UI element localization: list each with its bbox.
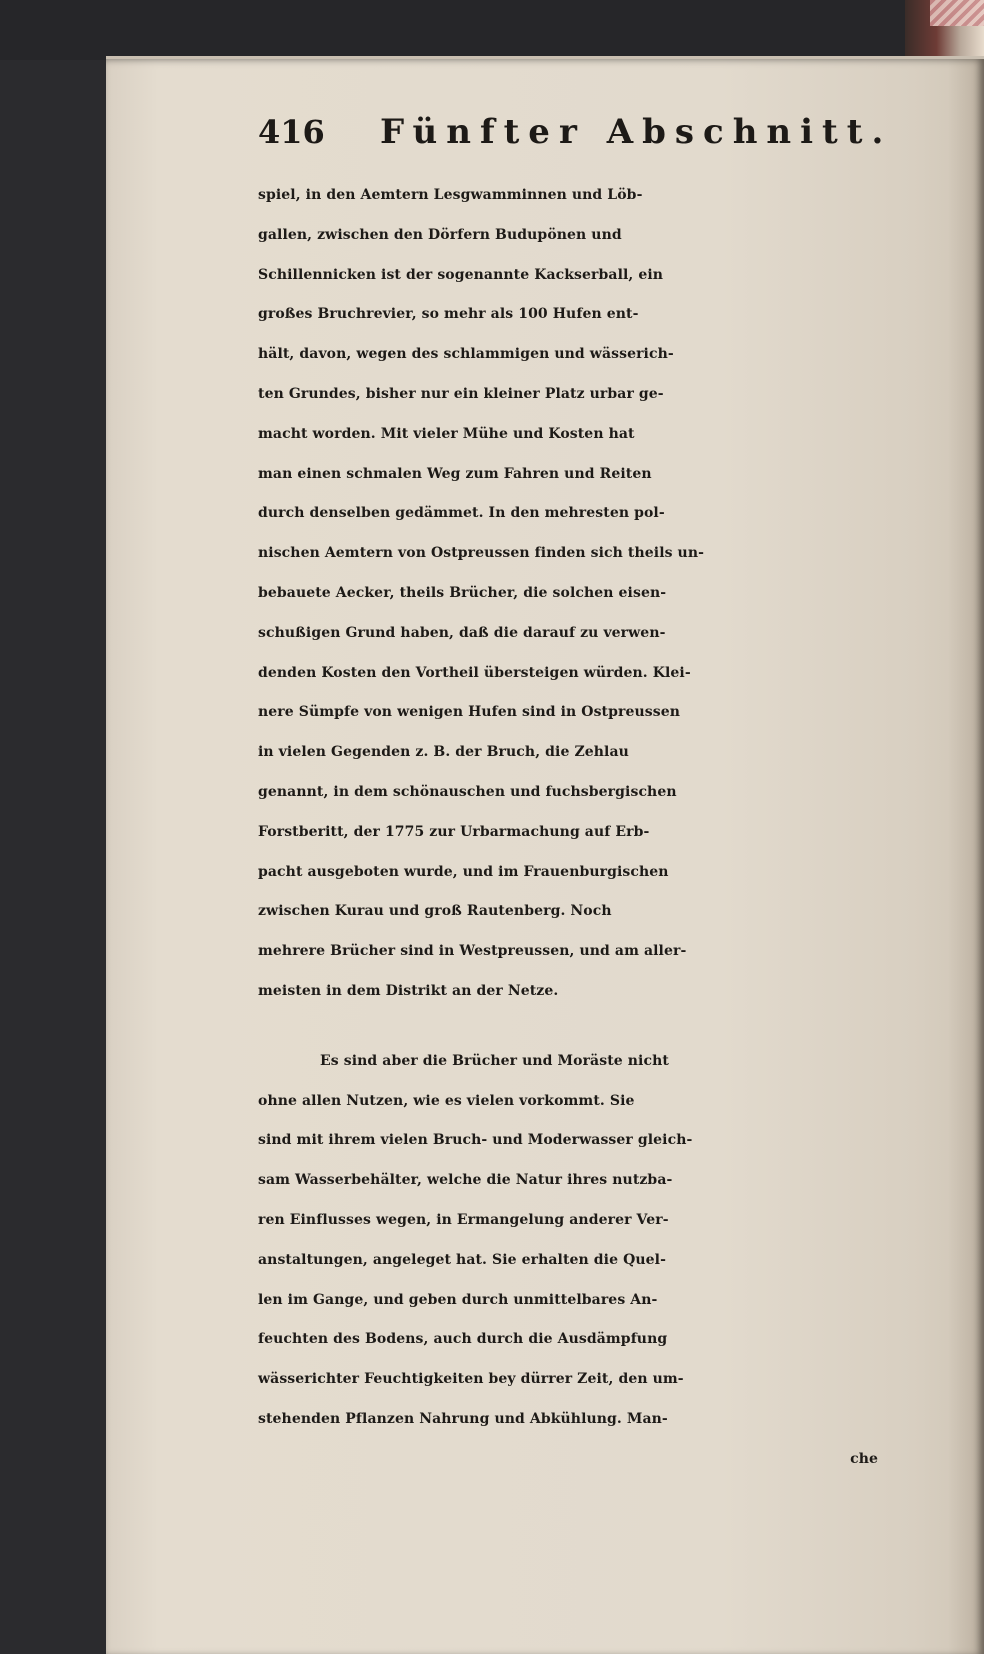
- text-line: macht worden. Mit vieler Mühe und Kosten hat: [258, 425, 635, 442]
- text-line: man einen schmalen Weg zum Fahren und Reiten: [258, 465, 652, 482]
- text-line: genannt, in dem schönauschen und fuchsbergischen: [258, 783, 677, 800]
- running-title: Fünfter Abschnitt.: [380, 112, 893, 152]
- text-line: mehrere Brücher sind in Westpreussen, und am aller-: [258, 943, 687, 960]
- text-line: sam Wasserbehälter, welche die Natur ihres nutzba-: [258, 1172, 673, 1189]
- text-line: Forstberitt, der 1775 zur Urbarmachung auf Erb-: [258, 823, 650, 840]
- text-line: nere Sümpfe von wenigen Hufen sind in Ostpreussen: [258, 704, 681, 721]
- text-line: denden Kosten den Vortheil übersteigen würden. Klei-: [258, 664, 691, 681]
- text-line: in vielen Gegenden z. B. der Bruch, die Zehlau: [258, 744, 629, 761]
- text-line: ten Grundes, bisher nur ein kleiner Platz urbar ge-: [258, 385, 664, 402]
- text-line: len im Gange, und geben durch unmittelbares An-: [258, 1291, 658, 1308]
- text-line: pacht ausgeboten wurde, und im Frauenburgischen: [258, 863, 669, 880]
- text-line: Schillennicken ist der sogenannte Kackserball, ein: [258, 266, 664, 283]
- text-line: ren Einflusses wegen, in Ermangelung anderer Ver-: [258, 1211, 669, 1228]
- text-line: großes Bruchrevier, so mehr als 100 Hufen ent-: [258, 306, 639, 323]
- text-line: durch denselben gedämmet. In den mehresten pol-: [258, 505, 665, 522]
- paragraph-gap: [258, 1012, 918, 1042]
- text-line: ohne allen Nutzen, wie es vielen vorkommt. Sie: [258, 1092, 635, 1109]
- page-number: 416: [258, 113, 325, 151]
- text-line: stehenden Pflanzen Nahrung und Abkühlung. Man-: [258, 1410, 668, 1427]
- text-line: gallen, zwischen den Dörfern Budupönen und: [258, 226, 622, 243]
- text-line: che: [850, 1450, 878, 1467]
- paragraph-2: [258, 1042, 918, 1480]
- paragraph-1: [258, 176, 918, 1012]
- text-line: Es sind aber die Brücher und Moräste nicht: [320, 1052, 669, 1069]
- bookmark-ribbon: [930, 0, 984, 26]
- text-line: sind mit ihrem vielen Bruch- und Moderwasser gleich-: [258, 1132, 693, 1149]
- text-line: bebauete Aecker, theils Brücher, die solchen eisen-: [258, 584, 667, 601]
- text-line: wässerichter Feuchtigkeiten bey dürrer Zeit, den um-: [258, 1371, 684, 1388]
- text-line: schußigen Grund haben, daß die darauf zu verwen-: [258, 624, 666, 641]
- running-head: [258, 112, 918, 168]
- text-line: meisten in dem Distrikt an der Netze.: [258, 982, 559, 999]
- text-line: zwischen Kurau und groß Rautenberg. Noch: [258, 903, 612, 920]
- scanner-background: [0, 0, 984, 60]
- text-line: hält, davon, wegen des schlammigen und wässerich-: [258, 346, 674, 363]
- text-line: spiel, in den Aemtern Lesgwamminnen und Löb-: [258, 187, 643, 203]
- text-line: nischen Aemtern von Ostpreussen finden sich theils un-: [258, 545, 705, 562]
- text-line: feuchten des Bodens, auch durch die Ausdämpfung: [258, 1331, 668, 1348]
- text-line: anstaltungen, angeleget hat. Sie erhalten die Quel-: [258, 1251, 666, 1268]
- page-gutter-shadow: [948, 59, 984, 1654]
- text-block: [258, 112, 918, 1480]
